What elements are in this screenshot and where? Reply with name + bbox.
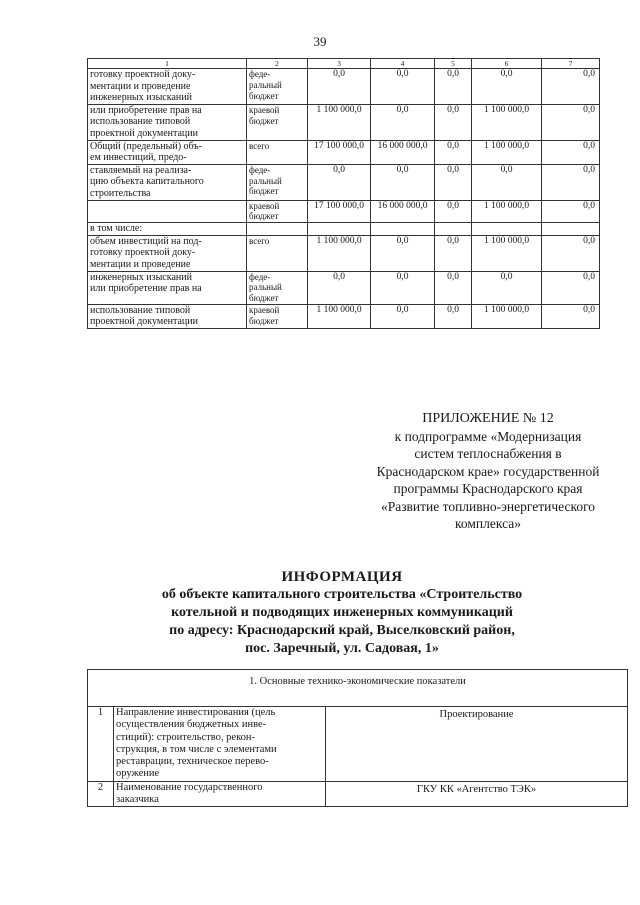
cell-line: использование типовой	[90, 304, 191, 316]
column-number: 6	[472, 59, 542, 69]
value-cell: 0,0	[308, 271, 371, 304]
page-number: 39	[313, 34, 327, 49]
cell-line: реставрации, техническое перево-	[116, 756, 269, 768]
value-cell: 0,0	[542, 200, 600, 223]
cell-line: осуществления бюджетных инве-	[116, 719, 267, 731]
cell-line: готовку проектной доку-	[90, 69, 196, 80]
value-cell: 16 000 000,0	[371, 140, 435, 164]
value-cell: 0,0	[435, 235, 472, 271]
cell-line: проектной документации	[90, 127, 198, 139]
value-cell: 1 100 000,0	[472, 304, 542, 328]
row-description	[88, 69, 247, 105]
cell-line: ментации и проведение	[90, 80, 191, 92]
cell-line: бюджет	[249, 211, 279, 222]
info-line: по адресу: Краснодарский край, Выселковский район,	[169, 623, 515, 638]
value-cell: 17 100 000,0	[308, 200, 371, 223]
cell-line: струкция, в том числе с элементами	[116, 743, 277, 755]
column-number: 1	[88, 59, 247, 69]
indicators-table	[87, 669, 628, 807]
value-cell	[435, 223, 472, 236]
row-number: 2	[88, 781, 114, 807]
row-description	[88, 164, 247, 200]
cell-line: Направление инвестирования (цель	[116, 707, 276, 718]
appendix-line: «Развитие топливно-энергетического	[380, 498, 596, 514]
row-description	[88, 304, 247, 328]
table-row	[88, 140, 600, 164]
value-cell: 0,0	[542, 140, 600, 164]
value-cell	[542, 223, 600, 236]
cell-line: бюджет	[249, 293, 279, 304]
table-row	[88, 223, 600, 236]
table-row	[88, 200, 600, 223]
header-row	[88, 59, 600, 69]
cell-line: объем инвестиций на под-	[90, 235, 202, 247]
value-cell: 0,0	[542, 69, 600, 105]
value-cell: 0,0	[371, 164, 435, 200]
row-description	[88, 223, 247, 236]
cell-line: краевой	[249, 104, 280, 115]
table-row	[88, 271, 600, 304]
value-cell: 0,0	[435, 164, 472, 200]
value-cell: 0,0	[371, 69, 435, 105]
investment-table	[87, 58, 600, 329]
info-line: пос. Заречный, ул. Садовая, 1»	[245, 641, 439, 656]
value-cell: 0,0	[308, 69, 371, 105]
cell-line: инженерных изысканий	[90, 92, 192, 104]
info-heading: ИНФОРМАЦИЯ	[281, 569, 403, 585]
value-cell: 0,0	[542, 235, 600, 271]
row-description	[88, 271, 247, 304]
funding-source	[247, 223, 308, 236]
value-cell: 1 100 000,0	[308, 104, 371, 140]
value-cell: 0,0	[542, 104, 600, 140]
cell-line: ральный	[249, 79, 282, 90]
appendix-line: Краснодарском крае» государственной	[376, 463, 600, 479]
cell-line: бюджет	[249, 315, 279, 326]
row-description	[88, 104, 247, 140]
funding-source	[247, 140, 308, 164]
table-row	[88, 235, 600, 271]
cell-line: феде-	[249, 164, 271, 175]
info-line: об объекте капитального строительства «Строительство	[161, 587, 523, 602]
indicator-name	[114, 781, 326, 807]
cell-line: цию объекта капитального	[90, 176, 204, 188]
funding-source	[247, 164, 308, 200]
value-cell: 1 100 000,0	[472, 140, 542, 164]
row-description	[88, 235, 247, 271]
value-cell	[472, 223, 542, 236]
value-cell: 0,0	[472, 69, 542, 105]
info-line: котельной и подводящих инженерных коммуникаций	[171, 605, 513, 620]
cell-line: бюджет	[249, 186, 279, 197]
cell-line: готовку проектной доку-	[90, 247, 196, 259]
cell-line: заказчика	[116, 794, 159, 806]
table-row	[88, 104, 600, 140]
value-cell: 1 100 000,0	[472, 200, 542, 223]
cell-line: феде-	[249, 69, 271, 79]
row-description	[88, 140, 247, 164]
appendix-line: к подпрограмме «Модернизация	[394, 428, 582, 444]
value-cell: 0,0	[371, 271, 435, 304]
cell-line: или приобретение прав на	[90, 283, 202, 295]
section-row	[88, 670, 628, 707]
value-cell: 0,0	[435, 200, 472, 223]
funding-source	[247, 104, 308, 140]
value-cell	[308, 223, 371, 236]
value-cell: 0,0	[542, 304, 600, 328]
value-cell: 0,0	[435, 271, 472, 304]
table-row	[88, 304, 600, 328]
indicator-value: Проектирование	[326, 707, 628, 782]
row-number: 1	[88, 707, 114, 782]
value-cell: 1 100 000,0	[472, 235, 542, 271]
cell-line: проектной документации	[90, 316, 198, 328]
cell-line: краевой	[249, 304, 280, 315]
cell-line: оружение	[116, 768, 160, 780]
column-number: 3	[308, 59, 371, 69]
indicator-value: ГКУ КК «Агентство ТЭК»	[326, 781, 628, 807]
value-cell: 0,0	[435, 304, 472, 328]
row-description	[88, 200, 247, 223]
value-cell: 1 100 000,0	[308, 235, 371, 271]
value-cell: 0,0	[308, 164, 371, 200]
cell-line: бюджет	[249, 115, 279, 126]
cell-line: или приобретение прав на	[90, 104, 202, 116]
cell-line: ставляемый на реализа-	[90, 164, 192, 176]
funding-source	[247, 200, 308, 223]
column-number: 5	[435, 59, 472, 69]
table-row	[88, 707, 628, 782]
cell-line: всего	[249, 140, 270, 151]
appendix-title: ПРИЛОЖЕНИЕ № 12	[422, 411, 554, 426]
funding-source	[247, 235, 308, 271]
cell-line: краевой	[249, 200, 280, 211]
indicator-name	[114, 707, 326, 782]
cell-line: использование типовой	[90, 116, 191, 128]
appendix-line: комплекса»	[455, 516, 521, 531]
value-cell: 0,0	[435, 104, 472, 140]
value-cell: 1 100 000,0	[308, 304, 371, 328]
cell-line: ментации и проведение	[90, 258, 191, 270]
value-cell: 1 100 000,0	[472, 104, 542, 140]
table-row	[88, 781, 628, 807]
column-number: 7	[542, 59, 600, 69]
column-number: 4	[371, 59, 435, 69]
table-row	[88, 164, 600, 200]
cell-line: в том числе:	[90, 223, 143, 235]
section-title: 1. Основные технико-экономические показатели	[88, 670, 628, 707]
value-cell: 0,0	[542, 164, 600, 200]
cell-line: строительства	[90, 187, 151, 199]
value-cell: 0,0	[472, 164, 542, 200]
cell-line: ем инвестиций, предо-	[90, 152, 187, 164]
cell-line: бюджет	[249, 90, 279, 101]
appendix-block	[352, 410, 624, 533]
cell-line: Наименование государственного	[116, 781, 263, 793]
value-cell: 0,0	[371, 304, 435, 328]
funding-source	[247, 271, 308, 304]
value-cell: 0,0	[472, 271, 542, 304]
value-cell: 0,0	[542, 271, 600, 304]
cell-line: ральный	[249, 175, 282, 186]
value-cell: 16 000 000,0	[371, 200, 435, 223]
cell-line: всего	[249, 235, 270, 246]
cell-line: стиций): строительство, рекон-	[116, 731, 256, 743]
value-cell: 0,0	[435, 140, 472, 164]
value-cell: 17 100 000,0	[308, 140, 371, 164]
value-cell: 0,0	[371, 235, 435, 271]
cell-line: инженерных изысканий	[90, 271, 192, 283]
value-cell: 0,0	[435, 69, 472, 105]
table-row	[88, 69, 600, 105]
appendix-line: систем теплоснабжения в	[414, 446, 562, 461]
cell-line: ральный	[249, 282, 282, 293]
appendix-line: программы Краснодарского края	[393, 481, 583, 496]
value-cell	[371, 223, 435, 236]
info-title-block	[120, 568, 564, 658]
column-number: 2	[247, 59, 308, 69]
funding-source	[247, 69, 308, 105]
value-cell: 0,0	[371, 104, 435, 140]
cell-line: феде-	[249, 271, 271, 282]
cell-line: Общий (предельный) объ-	[90, 140, 202, 152]
funding-source	[247, 304, 308, 328]
